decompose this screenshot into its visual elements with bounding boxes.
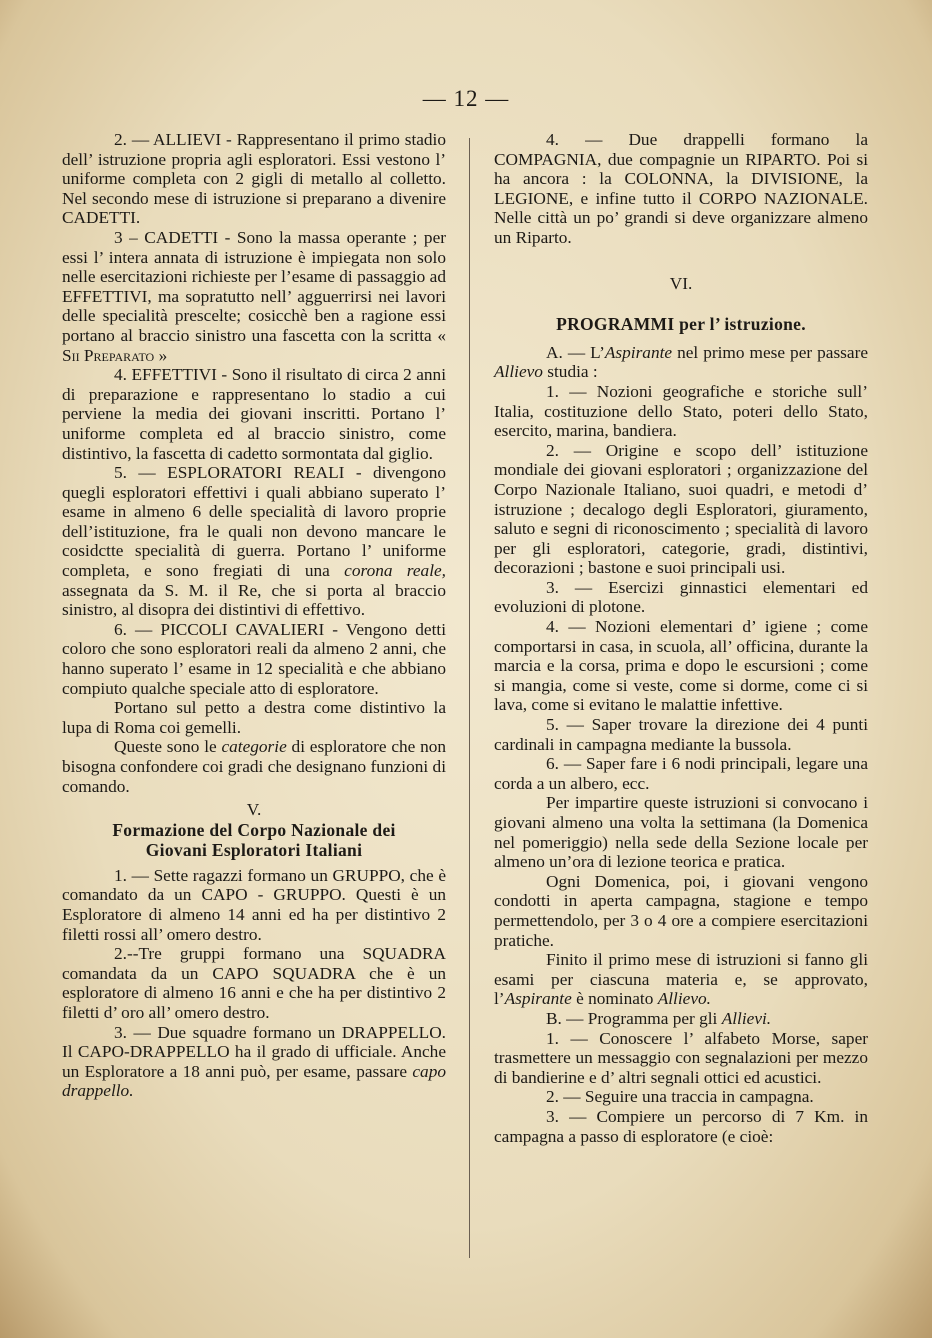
paragraph-traccia: 2. — Seguire una traccia in campagna.	[546, 1087, 814, 1107]
paragraph-esploratori-reali: 5. — ESPLORATORI REALI - divengono quegli esploratori effettivi i quali abbiano superato l’ esame in almeno 6 delle specialità di lavoro proprie dell’istituzione, fra le quali non devono mancare le cosidctte specialità di guerra. Portano l’ uniforme completa, e sono fregiati di una corona reale, assegnata da S. M. il Re, che si porta al braccio sinistro, al disopra dei distintivi di effettivo.	[62, 463, 446, 620]
section-vi-title: PROGRAMMI per l’ istruzione.	[556, 314, 806, 335]
motto-sii-preparato: Sii Preparato	[62, 345, 155, 365]
page-number: — 12 —	[422, 86, 510, 111]
paragraph-nozioni-geografiche: 1. — Nozioni geografiche e storiche sull’ Italia, costituzione dello Stato, poteri dello Stato, esercito, marina, bandiera.	[494, 381, 868, 441]
paragraph-origine-scopo: 2. — Origine e scopo dell’ istituzione mondiale dei giovani esploratori ; organizzazione del Corpo Nazionale Italiano, suoi quadri, e metodi d’ istruzione ; decalogo degli Esploratori, giuramento, saluto e segni di riconoscimento ; specialità di lavoro per gli esploratori, categorie, gradi, distintivi, decorazioni ; bastone e suoi principali usi.	[494, 440, 868, 578]
paragraph-nodi: 6. — Saper fare i 6 nodi principali, legare una corda a un albero, ecc.	[494, 754, 868, 793]
paragraph-alfabeto-morse: 1. — Conoscere l’ alfabeto Morse, saper trasmettere un messaggio con segnalazioni per mezzo di bandierine e d’ altri segnali ottici ed acustici.	[494, 1028, 868, 1087]
paragraph-istruzioni-settimanali: Per impartire queste istruzioni si convocano i giovani almeno una volta la settimana (la Domenica nel pomeriggio) nella sede della Sezione locale per almeno un’ora di lezione teorica e pratica.	[494, 793, 868, 872]
paragraph-igiene: 4. — Nozioni elementari d’ igiene ; come comportarsi in casa, in scuola, all’ officina, durante la marcia e la corsa, prima e dopo le escursioni ; come si mangia, come si veste, come si dorme, come ci si lava, come si evitano le malattie infettive.	[494, 617, 868, 715]
paragraph-esercizi-ginnastici: 3. — Esercizi ginnastici elementari ed evoluzioni di plotone.	[494, 577, 868, 617]
paragraph-programma-b: B. — Programma per gli Allievi.	[546, 1008, 772, 1028]
paragraph-piccoli-cavalieri: 6. — PICCOLI CAVALIERI - Vengono detti coloro che sono esploratori reali da almeno 2 anni, che hanno superato l’ esame in 12 specialità e che abbiano compiuto qualche speciale atto di esploratore.	[62, 619, 446, 698]
paragraph-esami: Finito il primo mese di istruzioni si fanno gli esami per ciascuna materia e, se approvato, l’Aspirante è nominato Allievo.	[494, 950, 868, 1009]
paragraph-programma-a: A. — L’Aspirante nel primo mese per passare Allievo studia :	[494, 342, 868, 382]
paragraph-squadra: 2.--Tre gruppi formano una SQUADRA comandata da un CAPO SQUADRA che è un esploratore di almeno 16 anni e che ha per distintivo 2 filetti d’ oro all’ omero destro.	[62, 944, 446, 1022]
paragraph-categorie: Queste sono le categorie di esploratore che non bisogna confondere coi gradi che designano funzioni di comando.	[62, 737, 447, 796]
paragraph-drappello: 3. — Due squadre formano un DRAPPELLO. Il CAPO-DRAPPELLO ha il grado di ufficiale. Anche un Esploratore a 18 anni può, per esame, passare capo drappello.	[62, 1022, 446, 1101]
section-vi-number: VI.	[669, 273, 693, 293]
paragraph-cadetti: 3 – CADETTI - Sono la massa operante ; per essi l’ intera annata di istruzione è impiegata non solo nelle esercitazioni richieste per l’esame di passaggio ad EFFETTIVI, ma sopratutto nell’ agguerrirsi nei lavori delle specialità prescelte; cosicchè ben a ragione essi portano al braccio sinistro una fascetta con la scritta « Sii Preparato »	[62, 227, 446, 365]
right-column	[494, 130, 868, 1146]
paragraph-domenica: Ogni Domenica, poi, i giovani vengono condotti in aperta campagna, stagione e tempo permettendolo, per 3 o 4 ore a compiere esercitazioni pratiche.	[494, 871, 868, 950]
column-divider	[469, 138, 470, 1258]
paragraph-compagnia: 4. — Due drappelli formano la COMPAGNIA, due compagnie un RIPARTO. Poi si ha ancora : la COLONNA, la DIVISIONE, la LEGIONE, e infine tutto il CORPO NAZIONALE. Nelle città un po’ grandi si deve organizzare almeno un Riparto.	[494, 130, 868, 247]
left-column	[62, 130, 446, 1101]
paragraph-allievi: 2. — ALLIEVI - Rappresentano il primo stadio dell’ istruzione propria agli esploratori. Essi vestono l’ uniforme completa con 2 gigli di metallo al colletto. Nel secondo mese di istruzione si preparano a divenire CADETTI.	[62, 130, 446, 228]
paragraph-percorso: 3. — Compiere un percorso di 7 Km. in campagna a passo di esploratore (e cioè:	[494, 1106, 868, 1146]
paragraph-gruppo: 1. — Sette ragazzi formano un GRUPPO, che è comandato da un CAPO - GRUPPO. Questi è un Esploratore di almeno 14 anni ed ha per distintivo 2 filetti rossi all’ omero destro.	[62, 865, 446, 944]
paragraph-punti-cardinali: 5. — Saper trovare la direzione dei 4 punti cardinali in campagna mediante la bussola.	[494, 715, 868, 754]
paragraph-distintivo-lupa: Portano sul petto a destra come distintivo la lupa di Roma coi gemelli.	[62, 698, 446, 737]
section-v-number: V.	[246, 800, 262, 820]
section-v-title: Formazione del Corpo Nazionale dei Giovani Esploratori Italiani	[112, 819, 396, 860]
paragraph-effettivi: 4. EFFETTIVI - Sono il risultato di circa 2 anni di preparazione e rappresentano lo stadio a cui perviene la media dei giovani inscritti. Portano l’ uniforme completa ed al braccio sinistro, come distintivo, la fascetta di cadetto sormontata dal giglio.	[62, 365, 446, 463]
